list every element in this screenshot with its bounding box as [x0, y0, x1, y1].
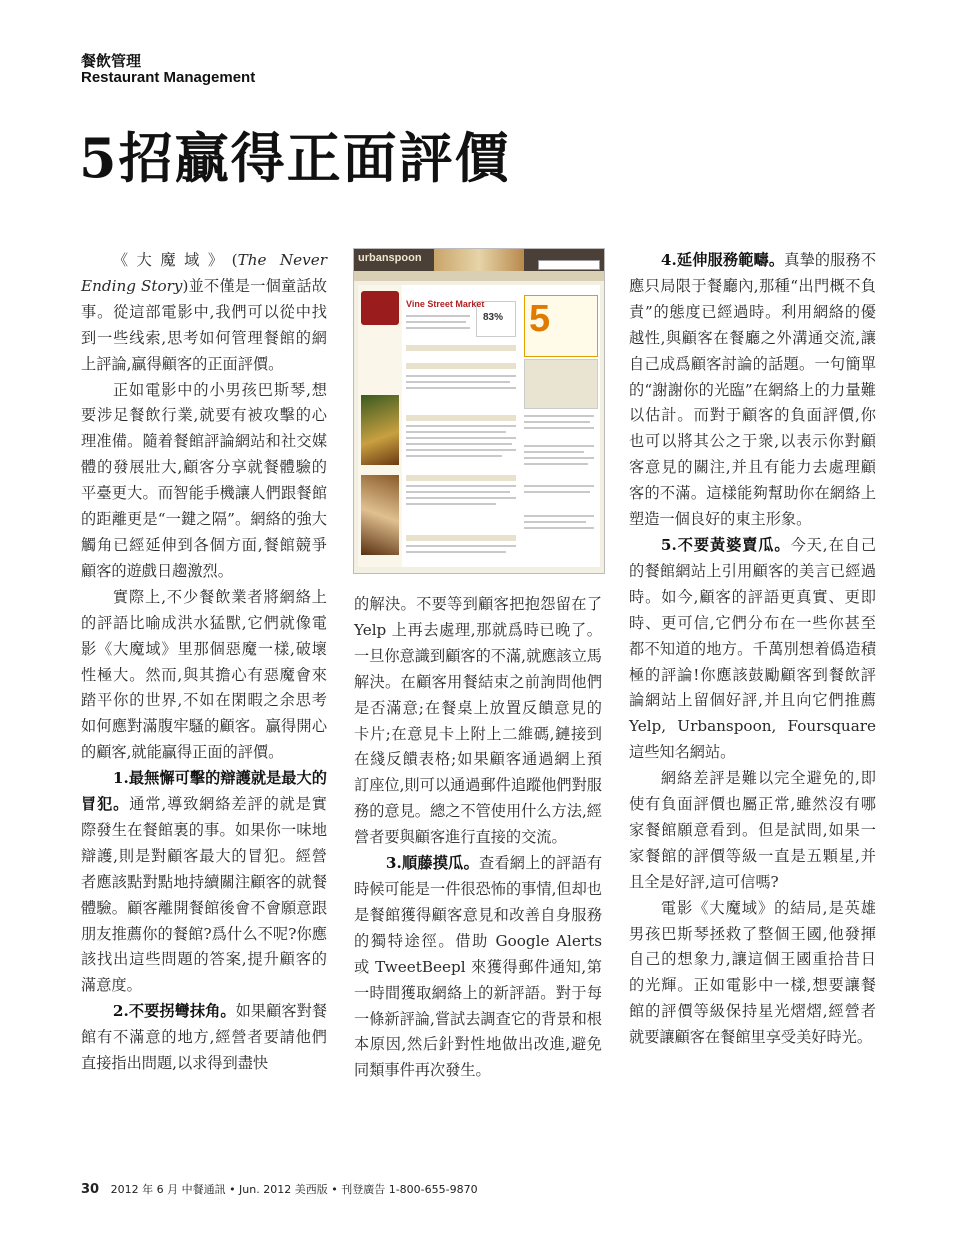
article-title: 5招贏得正面評價: [79, 126, 511, 190]
article-column-3: [629, 248, 876, 1051]
paragraph-text: 實際上,不少餐飲業者將網絡上的評語比喻成洪水猛獸,它們就像電影《大魔域》里那個惡魔一樣,破壞性極大。然而,與其擔心有惡魔會來踏平你的世界,不如在閑暇之余思考如何應對滿腹牢騷的顧客。贏得開心的顧客,就能贏得正面的評價。: [81, 587, 327, 762]
paragraph-text: )並不僅是一個童話故事。從這部電影中,我們可以從中找到一些线索,思考如何管理餐館的網上評論,贏得顧客的正面評價。: [81, 276, 327, 373]
text-line: [406, 345, 516, 351]
article-paragraph: [629, 896, 876, 1051]
text-line: [406, 475, 516, 481]
restaurant-name: Vine Street Market: [406, 299, 485, 309]
website-screenshot-figure: [353, 248, 605, 574]
food-photo: [361, 395, 399, 465]
tip-heading: 4.延伸服務範疇。: [660, 251, 785, 269]
text-line: [406, 535, 516, 541]
paragraph-text: 《大魔域》(: [112, 251, 238, 269]
text-line: [406, 363, 516, 369]
paragraph-text: 今天,在自己的餐館網站上引用顧客的美言已經過時。如今,顧客的評語更真實、更即時、更可信,它們分布在一些你甚至都不知道的地方。千萬別想着僞造積極的評論!你應該鼓勵顧客到餐飲評論網站上留個好評,并且向它們推薦 Yelp, Urbanspoon, Foursquare 這些知名網站。: [629, 535, 877, 762]
site-nav-bar: [354, 271, 604, 281]
site-sidebar: [358, 285, 402, 567]
ad-number: 5: [529, 298, 551, 340]
tip-heading: 2.不要拐彎抹角。: [112, 1002, 236, 1021]
paragraph-text: 如果顧客對餐館有不滿意的地方,經營者要請他們直接指出問題,以求得到盡快: [81, 1002, 328, 1073]
article-paragraph: [354, 851, 602, 1084]
article-paragraph: [81, 378, 327, 585]
site-page-body: [358, 285, 600, 567]
paragraph-text: 通常,導致網絡差評的就是實際發生在餐館裏的事。如果你一味地辯護,則是對顧客最大的冒犯。經營者應該點對點地持續關注顧客的就餐體驗。顧客離開餐館後會不會願意跟朋友推薦你的餐館?爲什么不呢?你應該找出這些問題的答案,提升顧客的滿意度。: [81, 795, 327, 995]
site-search-box: [538, 260, 600, 270]
article-paragraph: [81, 766, 327, 999]
rating-box: [476, 301, 516, 337]
page-footer: [81, 1181, 478, 1197]
article-paragraph: [354, 592, 602, 851]
article-column-1: [81, 248, 327, 1077]
article-paragraph: [629, 248, 876, 533]
section-label-zh: 餐飲管理: [81, 52, 142, 70]
paragraph-text: 正如電影中的小男孩巴斯琴,想要涉足餐飲行業,就要有被攻擊的心理准備。隨着餐館評論網站和社交媒體的發展壯大,顧客分享就餐體驗的平臺更大。而智能手機讓人們跟餐館的距離更是“一鍵之隔”。網絡的強大觸角已經延伸到各個方面,餐館競爭顧客的遊戲日趨激烈。: [81, 380, 327, 580]
site-header-bar: [354, 249, 604, 271]
text-line: [406, 415, 516, 421]
paragraph-text: 電影《大魔域》的結局,是英雄男孩巴斯琴拯救了整個王國,他發揮自己的想象力,讓這個王國重拾昔日的光輝。正如電影中一樣,想要讓餐館的評價等級保持星光熠熠,經營者就要讓顧客在餐館里享受美好時光。: [629, 898, 876, 1047]
paragraph-text: 網絡差評是難以完全避免的,即使有負面評價也屬正常,雖然沒有哪家餐館願意看到。但是試問,如果一家餐館的評價等級一直是五顆星,并且全是好評,這可信嗎?: [629, 769, 876, 891]
tip-heading: 5.不要黃婆賣瓜。: [660, 535, 791, 554]
paragraph-text: 真摯的服務不應只局限于餐廳內,那種“出門概不負責”的態度已經過時。利用網絡的優越性,與顧客在餐廳之外溝通交流,讓自己成爲顧客討論的話題。一句簡單的“謝謝你的光臨”在網絡上的力量難以估計。而對于顧客的負面評價,你也可以將其公之于衆,以表示你對顧客意見的關注,并且有能力去處理顧客的不滿。這樣能夠幫助你在網絡上塑造一個良好的東主形象。: [629, 251, 877, 529]
restaurant-logo-image: [361, 291, 399, 325]
paragraph-text: 的解決。不要等到顧客把抱怨留在了 Yelp 上再去處理,那就爲時已晚了。一旦你意識到顧客的不滿,就應該立馬解決。在顧客用餐結束之前詢問他們是否滿意;在餐桌上放置反饋意見的卡片;在意見卡上附上二維碼,鏈接到在綫反饋表格;如果顧客通過網上預訂座位,則可以通過郵件追蹤他們對服務的意見。總之不管使用什么方法,經營者要與顧客進行直接的交流。: [354, 595, 602, 847]
article-paragraph: [629, 533, 876, 766]
article-paragraph: [629, 766, 876, 896]
tip-heading: 3.順藤摸瓜。: [385, 854, 479, 873]
movie-title-en: The Never Ending Story: [81, 251, 327, 295]
map-image: [524, 359, 598, 409]
site-logo: urbanspoon: [358, 252, 422, 264]
paragraph-text: 查看網上的評語有時候可能是一件很恐怖的事情,但却也是餐館獲得顧客意見和改善自身服務的獨特途徑。借助 Google Alerts 或 TweetBeepl 來獲得郵件通知,第一時間獲取網絡上的新評語。對于每一條新評論,嘗試去調查它的背景和根本原因,然后針對性地做出改進,避免同類事件再次發生。: [354, 854, 603, 1080]
tip-heading: 1.最無懈可擊的辯護就是最大的冒犯。: [81, 769, 327, 814]
cashback-ad: [524, 295, 598, 357]
article-paragraph: [81, 248, 327, 378]
section-label-en: Restaurant Management: [81, 69, 256, 86]
article-column-2: [354, 592, 602, 1084]
article-paragraph: [81, 585, 327, 766]
food-photo-2: [361, 475, 399, 555]
rating-percent: 83%: [483, 312, 504, 323]
article-paragraph: [81, 999, 327, 1077]
header-banner-image: [434, 249, 524, 271]
page-number: 30: [81, 1182, 100, 1197]
issue-info: 2012 年 6 月 中餐通訊 • Jun. 2012 美西版 • 刊登廣告 1-800-655-9870: [110, 1183, 478, 1196]
